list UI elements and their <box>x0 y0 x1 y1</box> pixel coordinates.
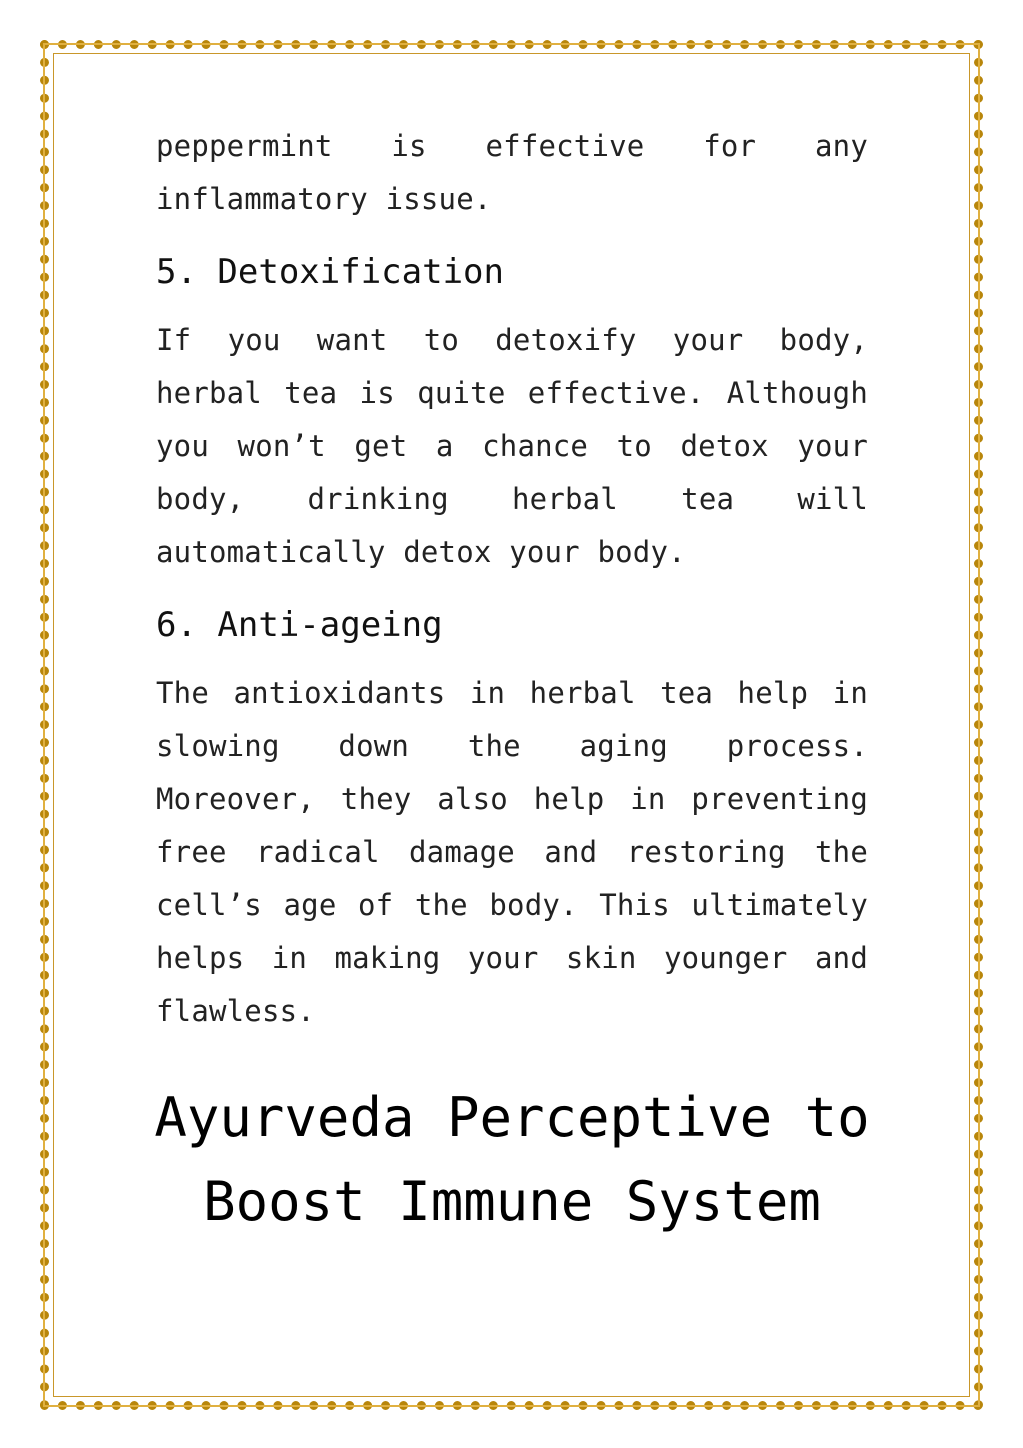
detoxification-heading: 5. Detoxification <box>156 252 504 292</box>
detoxification-paragraph: If you want to detoxify your body, herbal tea is quite effective. Although you won’t get a chance to detox your body, drinking herbal tea will automatically detox your body. <box>156 323 868 569</box>
section-title-line-1: Ayurveda Perceptive to <box>154 1086 870 1149</box>
anti-ageing-heading: 6. Anti-ageing <box>156 605 443 645</box>
section-title-line-2: Boost Immune System <box>203 1170 821 1233</box>
anti-ageing-paragraph: The antioxidants in herbal tea help in slowing down the aging process. Moreover, they also help in preventing free radical damage and restoring the cell’s age of the body. This ultimately helps in making your skin younger and flawless. <box>156 676 868 1028</box>
section-title <box>116 1076 908 1244</box>
page-content <box>156 120 868 1244</box>
intro-continuation-paragraph: peppermint is effective for any inflammatory issue. <box>156 129 868 216</box>
